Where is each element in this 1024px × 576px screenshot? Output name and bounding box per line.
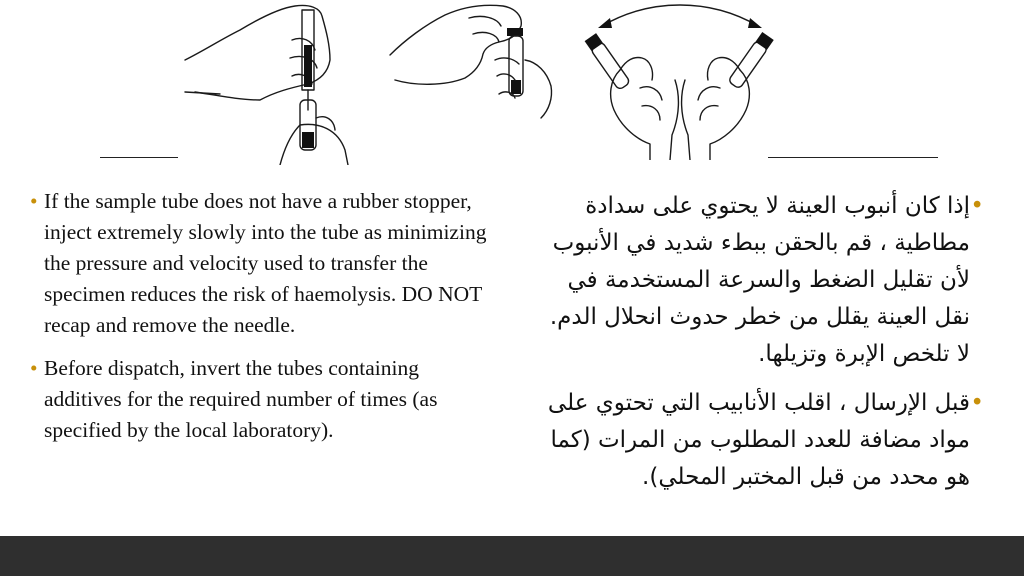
english-bullet-2 [30,353,500,446]
arabic-text-column [534,188,984,508]
removing-stopper-icon [385,0,565,120]
footer-bar [0,536,1024,576]
bullet-icon: • [30,189,38,213]
arabic-bullet-1-text: إذا كان أنبوب العينة لا يحتوي على سدادة مطاطية ، قم بالحقن ببطء شديد في الأنبوب لأن تقليل الضغط والسرعة المستخدمة في نقل العينة يقلل من خطر حدوث انحلال الدم. لا تلخص الإبرة وتزيلها. [549,193,970,367]
syringe-into-tube-icon [180,0,360,165]
bullet-icon: • [970,193,984,219]
bullet-icon: • [970,390,984,416]
divider-left [100,157,178,158]
bullet-icon: • [30,356,38,380]
english-text-column [30,186,500,458]
arabic-bullet-1 [534,188,984,373]
arabic-bullet-2-text: قبل الإرسال ، اقلب الأنابيب التي تحتوي على مواد مضافة للعدد المطلوب من المرات (كما هو محدد من قبل المختبر المحلي). [547,390,970,490]
english-bullet-2-text: Before dispatch, invert the tubes containing additives for the required number of times (as specified by the local laboratory). [44,356,438,442]
divider-right [768,157,938,158]
english-bullet-1-text: If the sample tube does not have a rubber stopper, inject extremely slowly into the tube as minimizing the pressure and velocity used to transfer the specimen reduces the risk of haemolysis. DO NOT recap and remove the needle. [44,189,487,337]
english-bullet-1 [30,186,500,341]
invert-tube-icon [580,0,780,160]
arabic-bullet-2 [534,385,984,496]
